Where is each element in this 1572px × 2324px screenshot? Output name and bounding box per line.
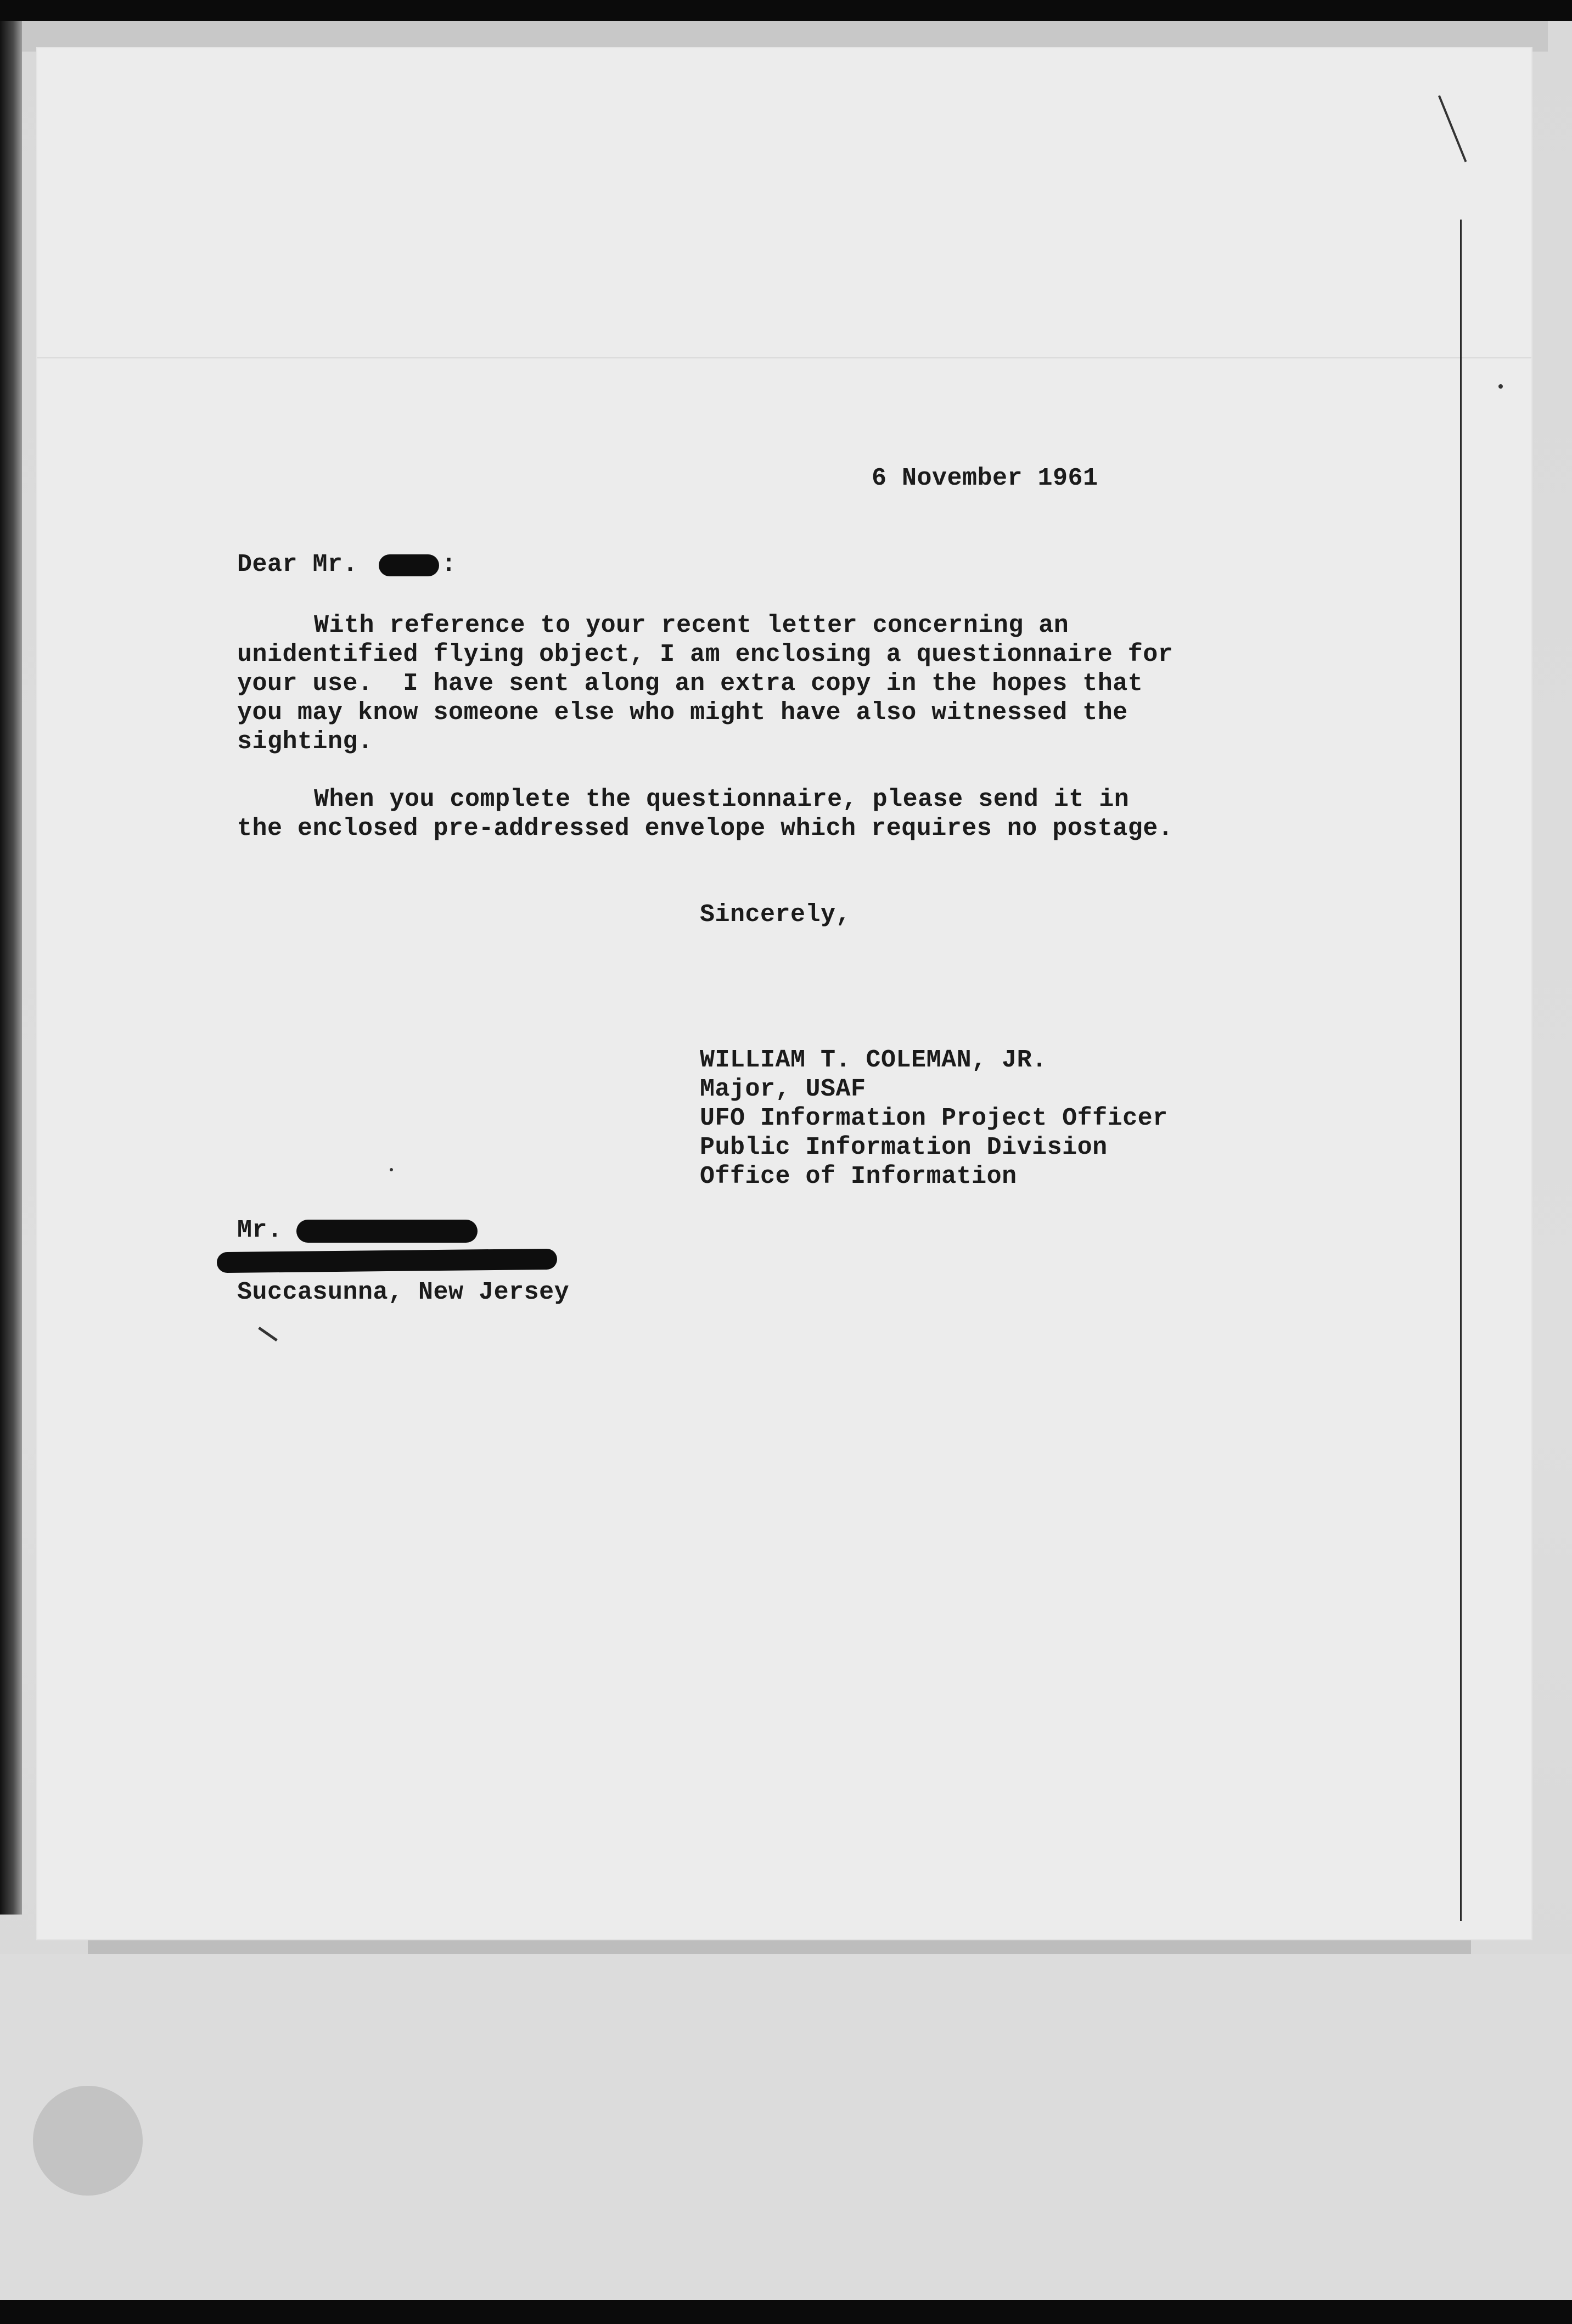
backing-top-strip	[22, 21, 1548, 52]
paragraph-line: With reference to your recent letter concerning an	[314, 611, 1069, 639]
paragraph-line: sighting.	[237, 728, 373, 756]
stray-dot	[390, 1168, 393, 1171]
addressee-city-state: Succasunna, New Jersey	[237, 1278, 570, 1306]
stray-dot	[1498, 384, 1503, 389]
redaction-mark	[379, 554, 439, 576]
signer-division: Public Information Division	[700, 1133, 1108, 1161]
bottom-film-edge	[0, 2300, 1572, 2324]
right-margin-line	[1460, 220, 1462, 1921]
paragraph-line: When you complete the questionnaire, please send it in	[314, 785, 1130, 813]
addressee-prefix: Mr.	[237, 1216, 283, 1244]
signer-office: Office of Information	[700, 1163, 1017, 1191]
salutation-text: Dear Mr.	[237, 551, 358, 579]
paragraph-line: your use. I have sent along an extra copy in the hopes that	[237, 670, 1143, 698]
paragraph-line: you may know someone else who might have also witnessed the	[237, 699, 1128, 727]
left-film-edge	[0, 21, 22, 1915]
paragraph-line: the enclosed pre-addressed envelope which requires no postage.	[237, 815, 1174, 843]
signer-title: UFO Information Project Officer	[700, 1104, 1168, 1132]
fold-line	[37, 357, 1531, 358]
paragraph-line: unidentified flying object, I am enclosing a questionnaire for	[237, 641, 1174, 669]
film-smudge	[33, 2086, 143, 2196]
letter-sheet	[37, 48, 1531, 1939]
signer-name: WILLIAM T. COLEMAN, JR.	[700, 1046, 1047, 1074]
salutation-colon: :	[441, 551, 457, 579]
letter-date: 6 November 1961	[872, 464, 1098, 492]
signer-rank: Major, USAF	[700, 1075, 866, 1103]
backing-lower-area	[0, 1954, 1572, 2300]
closing: Sincerely,	[700, 901, 851, 929]
redaction-mark	[217, 1249, 557, 1273]
redaction-mark	[296, 1220, 478, 1243]
